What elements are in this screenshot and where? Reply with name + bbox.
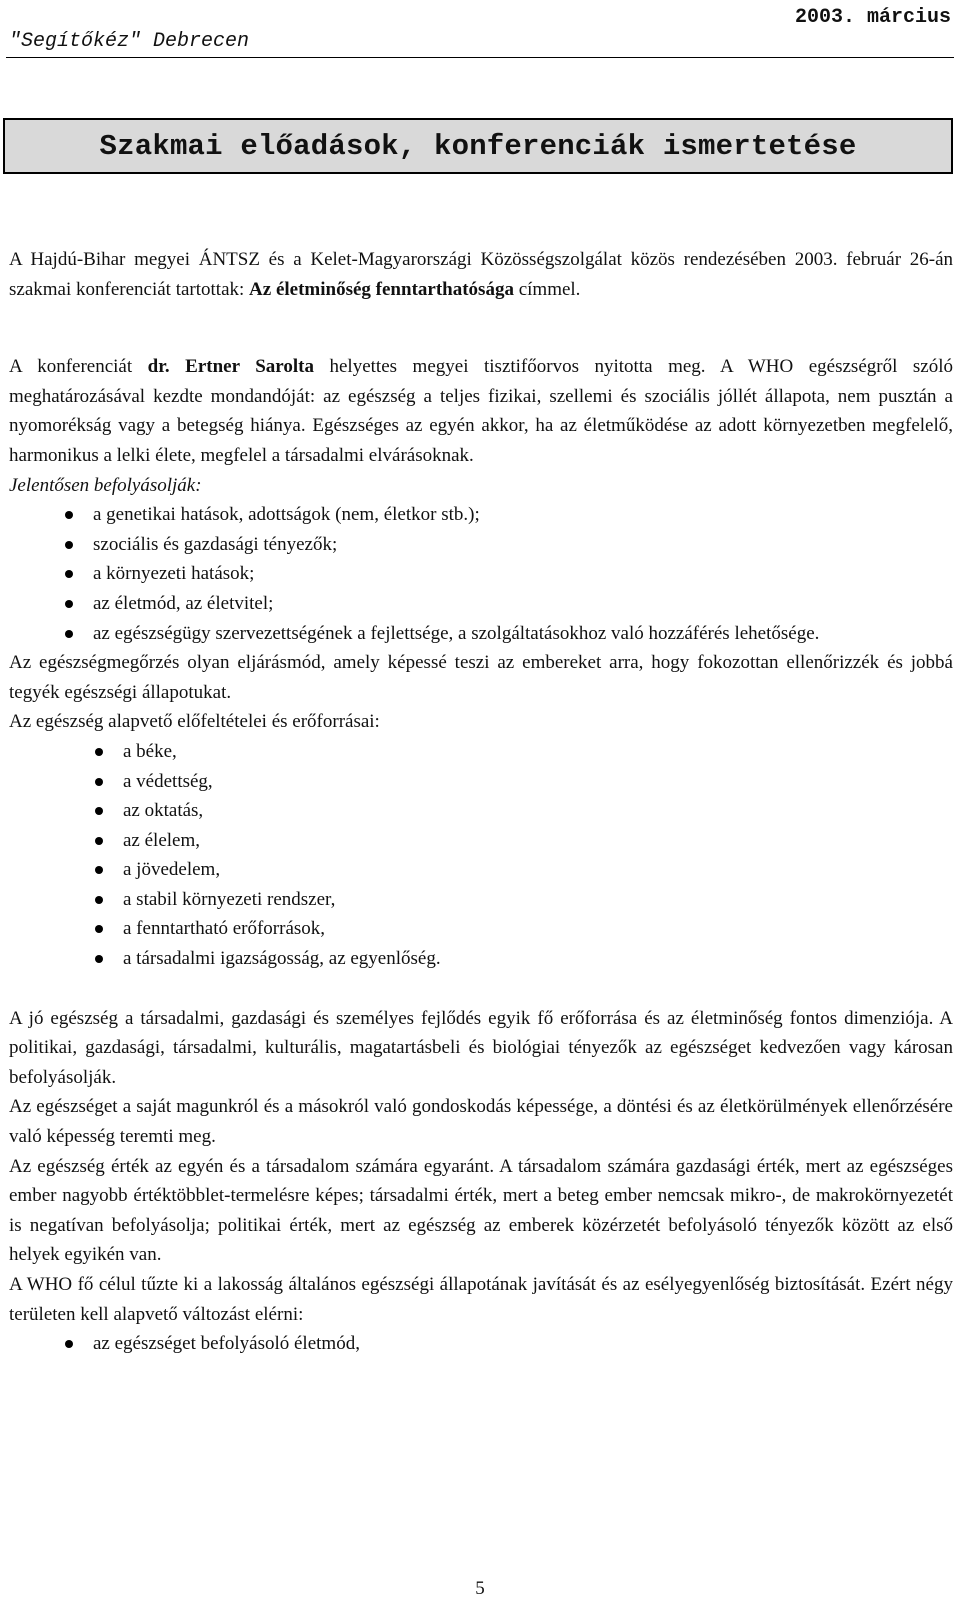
list-item-text: a jövedelem, [123, 859, 221, 881]
header-organization: "Segítőkéz" Debrecen [9, 30, 250, 53]
list-item-text: az egészségügy szervezettségének a fejlettsége, a szolgáltatásokhoz való hozzáférés lehetősége. [93, 622, 820, 644]
list-item [9, 619, 953, 649]
list-item-text: a védettség, [123, 770, 213, 792]
list-item-text: a stabil környezeti rendszer, [123, 888, 336, 910]
list-item-text: a genetikai hatások, adottságok (nem, életkor stb.); [93, 504, 480, 526]
who-goal-paragraph: A WHO fő célul tűzte ki a lakosság általános egészségi állapotának javítását és az esélyegyenlőség biztosítását. Ezért négy területen kell alapvető változást elérni: [9, 1274, 953, 1325]
care-paragraph: Az egészséget a saját magunkról és a másokról való gondoskodás képessége, a döntési és az életkörülmények ellenőrzésére való képesség teremti meg. [9, 1096, 953, 1148]
opening-paragraph [9, 352, 953, 470]
list-item [9, 737, 953, 767]
list-item-text: az élelem, [123, 829, 201, 851]
prerequisites-list [9, 737, 953, 974]
bullet-icon [95, 837, 103, 845]
list-item-text: az életmód, az életvitel; [93, 592, 274, 614]
opening-text: A konferenciát [9, 356, 148, 378]
list-item [9, 944, 953, 974]
header-rule [6, 57, 954, 58]
intro-text-end: címmel. [513, 278, 581, 300]
bullet-icon [95, 925, 103, 933]
list-item [9, 855, 953, 885]
influences-heading: Jelentősen befolyásolják: [9, 474, 202, 496]
list-item-text: a társadalmi igazságosság, az egyenlőség. [123, 948, 441, 970]
list-item-text: az egészséget befolyásoló életmód, [93, 1333, 360, 1355]
page-number: 5 [475, 1578, 485, 1599]
list-item [9, 500, 953, 530]
good-health-paragraph: A jó egészség a társadalmi, gazdasági és személyes fejlődés egyik fő erőforrása és az életminőség fontos dimenziója. A politikai, gazdasági, társadalmi, kulturális, magatartásbeli és biológiai tényezők az egészséget kedvezően vagy károsan befolyásolják. [9, 1007, 953, 1088]
intro-paragraph [9, 245, 953, 304]
list-item-text: az oktatás, [123, 800, 204, 822]
article-body [9, 245, 953, 1359]
list-item [9, 589, 953, 619]
list-item-text: a béke, [123, 740, 177, 762]
list-item [9, 1329, 953, 1359]
prerequisites-heading: Az egészség alapvető előfeltételei és erőforrásai: [9, 711, 380, 733]
list-item [9, 826, 953, 856]
speaker-name: dr. Ertner Sarolta [147, 356, 314, 378]
list-item-text: a környezeti hatások; [93, 563, 255, 585]
list-item-text: szociális és gazdasági tényezők; [93, 533, 338, 555]
changes-list [9, 1329, 953, 1359]
value-paragraph: Az egészség érték az egyén és a társadalom számára egyaránt. A társadalom számára gazdasági érték, mert az egészséges ember nagyobb értéktöbblet-termelésre képes; társadalmi érték, mert a beteg ember nemcsak mikro-, de makrokörnyezetét is negatívan befolyásolja; politikai érték, mert az egészség az emberek közérzetét befolyásoló tényezők között az első helyek egyikén van. [9, 1155, 953, 1266]
list-item [9, 530, 953, 560]
bullet-icon [95, 807, 103, 815]
list-item [9, 885, 953, 915]
section-title: Szakmai előadások, konferenciák ismertetése [99, 129, 857, 163]
bullet-icon [65, 511, 73, 519]
health-promotion-paragraph: Az egészségmegőrzés olyan eljárásmód, amely képessé teszi az embereket arra, hogy fokozottan ellenőrizzék és jobbá tegyék egészségi állapotukat. [9, 652, 953, 703]
bullet-icon [95, 748, 103, 756]
header-date: 2003. március [794, 6, 951, 29]
bullet-icon [95, 866, 103, 874]
list-item [9, 767, 953, 797]
list-item-text: a fenntartható erőforrások, [123, 918, 326, 940]
list-item [9, 559, 953, 589]
list-item [9, 914, 953, 944]
opening-text-rest: helyettes megyei tisztifőorvos nyitotta meg. A WHO egészségről szóló meghatározásával kezdte mondandóját: az egészség a teljes fizikai, szellemi és szociális jóllét állapota, nem pusztán a nyomorékság vagy a betegség hiánya. Egészséges az egyén akkor, ha az életműködése az adott környezetben megfelelő, harmonikus a lelki élete, megfelel a társadalmi elvárásoknak. [9, 356, 953, 466]
spacer [9, 304, 953, 352]
influences-list [9, 500, 953, 648]
bullet-icon [65, 541, 73, 549]
bullet-icon [65, 630, 73, 638]
list-item [9, 796, 953, 826]
bullet-icon [95, 778, 103, 786]
conference-title: Az életminőség fenntarthatósága [249, 278, 514, 300]
bullet-icon [65, 600, 73, 608]
section-title-box [3, 118, 953, 174]
spacer [9, 974, 953, 1004]
bullet-icon [65, 570, 73, 578]
bullet-icon [65, 1340, 73, 1348]
bullet-icon [95, 896, 103, 904]
intro-text: A Hajdú-Bihar megyei ÁNTSZ és a Kelet-Magyarországi Közösségszolgálat közös rendezésében 2003. február 26-án szakmai konferenciát tartottak: [9, 249, 953, 300]
bullet-icon [95, 955, 103, 963]
